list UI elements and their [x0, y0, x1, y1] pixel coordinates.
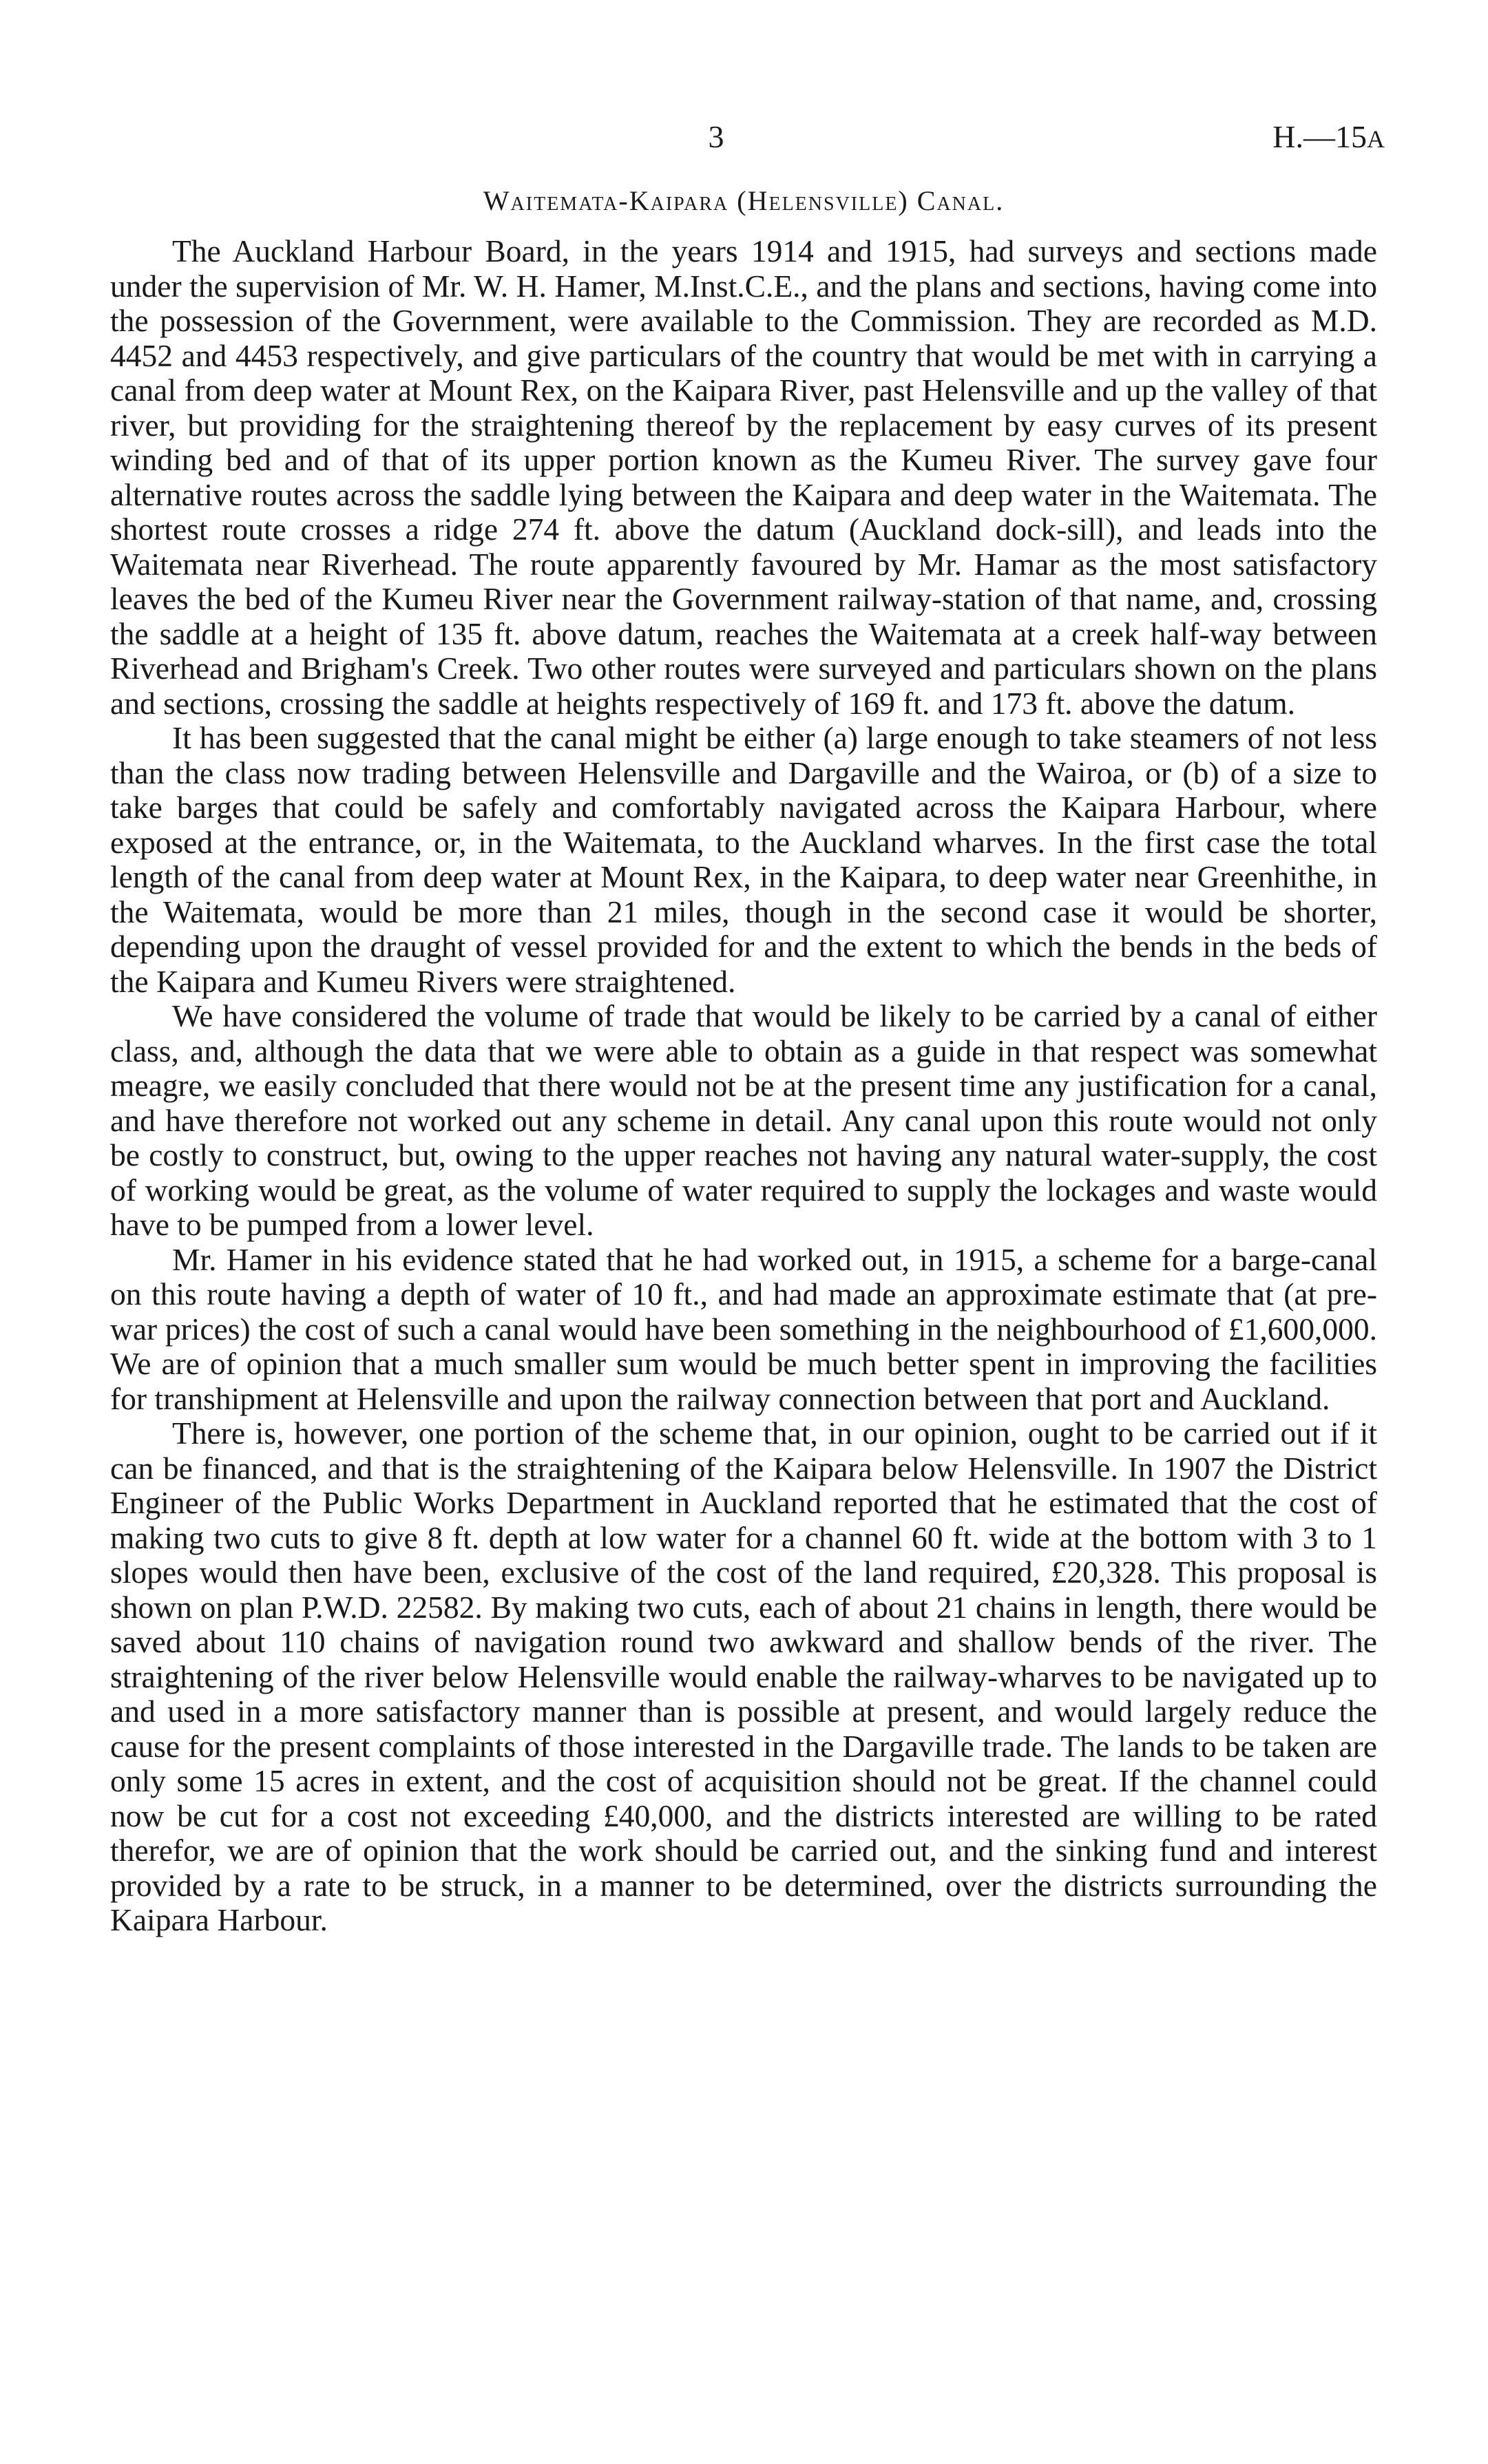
- document-reference: [1272, 121, 1385, 153]
- body-text: [110, 234, 1377, 1938]
- paragraph-kaipara-straightening: There is, however, one portion of the scheme that, in our opinion, ought to be carried out if it can be financed, and that is the straightening of the Kaipara below Helensville. In 1907 the District Engineer of the Public Works Department in Auckland reported that he estimated that the cost of making two cuts to give 8 ft. depth at low water for a channel 60 ft. wide at the bottom with 3 to 1 slopes would then have been, exclusive of the cost of the land required, £20,328. This proposal is shown on plan P.W.D. 22582. By making two cuts, each of about 21 chains in length, there would be saved about 110 chains of navigation round two awkward and shallow bends of the river. The straightening of the river below Helensville would enable the railway-wharves to be navigated up to and used in a more satisfactory manner than is possible at present, and would largely reduce the cause for the present complaints of those interested in the Dargaville trade. The lands to be taken are only some 15 acres in extent, and the cost of acquisition should not be great. If the channel could now be cut for a cost not exceeding £40,000, and the districts interested are willing to be rated therefor, we are of opinion that the work should be carried out, and the sinking fund and interest provided by a rate to be struck, in a manner to be determined, over the districts surrounding the Kaipara Harbour.: [110, 1415, 1377, 1937]
- section-heading: Waitemata-Kaipara (Helensville) Canal.: [483, 185, 1005, 216]
- paragraph-trade-volume: We have considered the volume of trade that would be likely to be carried by a canal of either class, and, although the data that we were able to obtain as a guide in that respect was somewhat meagre, we easily concluded that there would not be at the present time any justification for a canal, and have therefore not worked out any scheme in detail. Any canal upon this route would not only be costly to construct, but, owing to the upper reaches not having any natural water-supply, the cost of working would be great, as the volume of water required to supply the lockages and waste would have to be pumped from a lower level.: [110, 998, 1377, 1242]
- page-number: 3: [708, 119, 724, 154]
- paragraph-hamer-estimate: Mr. Hamer in his evidence stated that he had worked out, in 1915, a scheme for a barge-canal on this route having a depth of water of 10 ft., and had made an approximate estimate that (at pre-war prices) the cost of such a canal would have been something in the neighbourhood of £1,600,000. We are of opinion that a much smaller sum would be much better spent in improving the facilities for transhipment at Helensville and upon the railway connection between that port and Auckland.: [110, 1241, 1377, 1416]
- document-reference-main: H.—15: [1272, 119, 1367, 154]
- paragraph-canal-size-options: It has been suggested that the canal might be either (a) large enough to take steamers of not less than the class now trading between Helensville and Dargaville and the Wairoa, or (b) of a size to take barges that could be safely and comfortably navigated across the Kaipara Harbour, where exposed at the entrance, or, in the Waitemata, to the Auckland wharves. In the first case the total length of the canal from deep water at Mount Rex, in the Kaipara, to deep water near Greenhithe, in the Waitemata, would be more than 21 miles, though in the second case it would be shorter, depending upon the draught of vessel provided for and the extent to which the bends in the beds of the Kaipara and Kumeu Rivers were straightened.: [110, 720, 1377, 999]
- document-reference-suffix: A: [1367, 125, 1385, 153]
- paragraph-survey-routes: The Auckland Harbour Board, in the years 1914 and 1915, had surveys and sections made under the supervision of Mr. W. H. Hamer, M.Inst.C.E., and the plans and sections, having come into the possession of the Government, were available to the Commission. They are recorded as M.D. 4452 and 4453 respectively, and give particulars of the country that would be met with in carrying a canal from deep water at Mount Rex, on the Kaipara River, past Helensville and up the valley of that river, but providing for the straightening thereof by the replacement by easy curves of its present winding bed and of that of its upper portion known as the Kumeu River. The survey gave four alternative routes across the saddle lying between the Kaipara and deep water in the Waitemata. The shortest route crosses a ridge 274 ft. above the datum (Auckland dock-sill), and leads into the Waitemata near Riverhead. The route apparently favoured by Mr. Hamar as the most satisfactory leaves the bed of the Kumeu River near the Government railway-station of that name, and, crossing the saddle at a height of 135 ft. above datum, reaches the Waitemata at a creek half-way between Riverhead and Brigham's Creek. Two other routes were surveyed and particulars shown on the plans and sections, crossing the saddle at heights respectively of 169 ft. and 173 ft. above the datum.: [110, 233, 1377, 721]
